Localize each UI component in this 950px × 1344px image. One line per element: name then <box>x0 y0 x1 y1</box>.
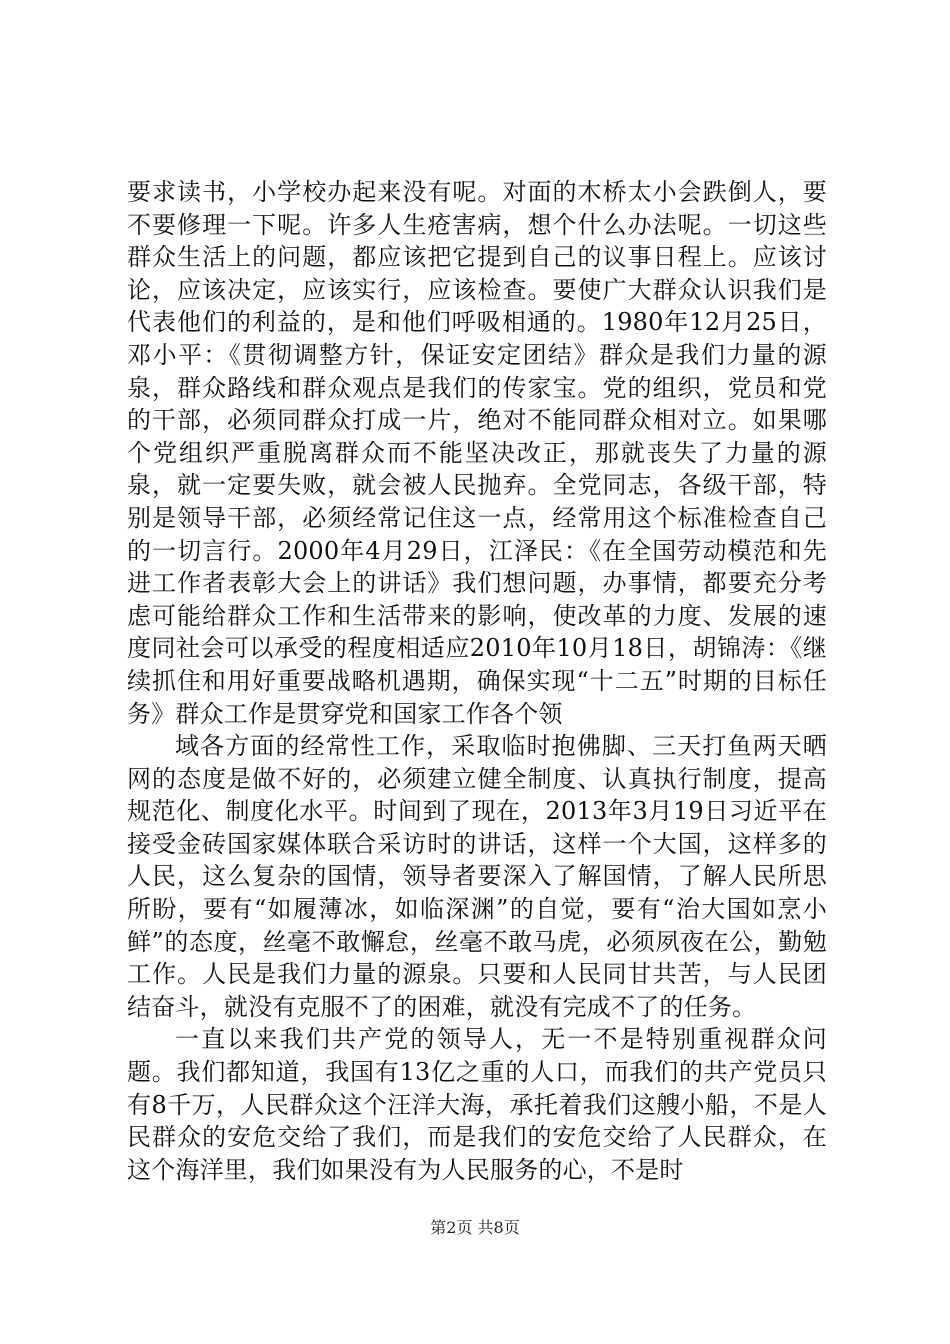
page-footer: 第2页 共8页 <box>430 1218 520 1237</box>
paragraph-3: 一直以来我们共产党的领导人，无一不是特别重视群众问题。我们都知道，我国有13亿之重的人口，而我们的共产党员只有8千万，人民群众这个汪洋大海，承托着我们这艘小船，不是人民群众的安危交给了我们，而是我们的安危交给了人民群众，在这个海洋里，我们如果没有为人民服务的心，不是时 <box>127 1025 827 1184</box>
paragraph-1: 要求读书，小学校办起来没有呢。对面的木桥太小会跌倒人，要不要修理一下呢。许多人生疮害病，想个什么办法呢。一切这些群众生活上的问题，都应该把它提到自己的议事日程上。应该讨论，应该决定，应该实行，应该检查。要使广大群众认识我们是代表他们的利益的，是和他们呼吸相通的。1980年12月25日，邓小平：《贯彻调整方针，保证安定团结》群众是我们力量的源泉，群众路线和群众观点是我们的传家宝。党的组织，党员和党的干部，必须同群众打成一片，绝对不能同群众相对立。如果哪个党组织严重脱离群众而不能坚决改正，那就丧失了力量的源泉，就一定要失败，就会被人民抛弃。全党同志，各级干部，特别是领导干部，必须经常记住这一点，经常用这个标准检查自己的一切言行。2000年4月29日，江泽民：《在全国劳动模范和先进工作者表彰大会上的讲话》我们想问题，办事情，都要充分考虑可能给群众工作和生活带来的影响，使改革的力度、发展的速度同社会可以承受的程度相适应2010年10月18日，胡锦涛：《继续抓住和用好重要战略机遇期，确保实现“十二五”时期的目标任务》群众工作是贯穿党和国家工作各个领 <box>127 178 827 728</box>
paragraph-2: 域各方面的经常性工作，采取临时抱佛脚、三天打鱼两天晒网的态度是做不好的，必须建立健全制度、认真执行制度，提高规范化、制度化水平。时间到了现在，2013年3月19日习近平在接受金砖国家媒体联合采访时的讲话，这样一个大国，这样多的人民，这么复杂的国情，领导者要深入了解国情，了解人民所思所盼，要有“如履薄冰，如临深渊”的自觉，要有“治大国如烹小鲜”的态度，丝毫不敢懈怠，丝毫不敢马虎，必须夙夜在公，勤勉工作。人民是我们力量的源泉。只要和人民同甘共苦，与人民团结奋斗，就没有克服不了的困难，就没有完成不了的任务。 <box>127 732 827 1021</box>
document-body <box>127 176 827 1186</box>
